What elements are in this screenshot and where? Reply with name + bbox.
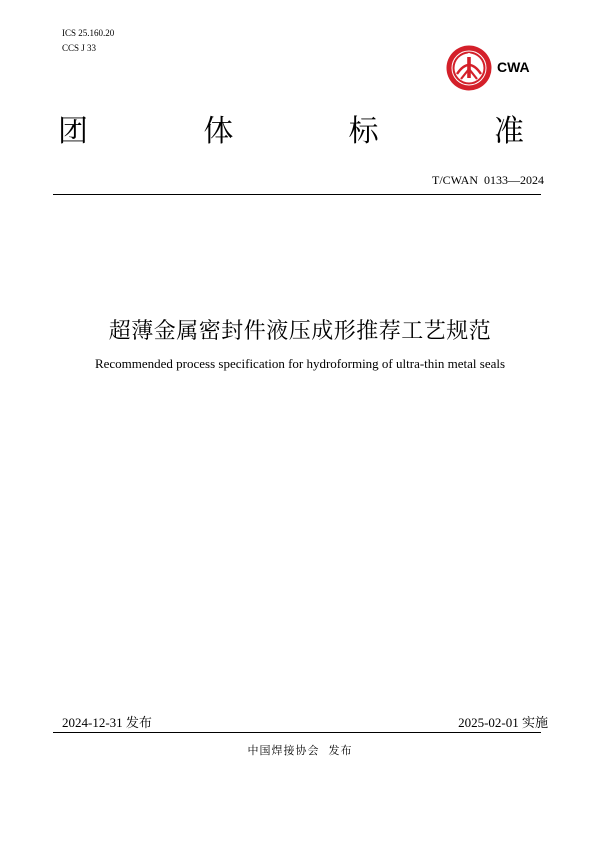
issue-date: 2024-12-31 发布 [62,715,152,730]
logo-text: CWA [497,59,530,75]
standard-type-char: 标 [348,114,379,149]
standard-number: T/CWAN 0133—2024 [432,173,544,187]
bottom-divider [53,732,541,733]
title-english: Recommended process specification for hydroforming of ultra-thin metal seals [94,356,506,371]
standard-type-heading [58,106,524,150]
publisher: 中国焊接协会 发布 [247,744,353,757]
ccs-code: CCS J 33 [62,43,97,53]
standard-type-char: 体 [203,114,234,149]
cwa-logo-icon [445,44,493,92]
title-chinese: 超薄金属密封件液压成形推荐工艺规范 [108,319,492,344]
top-divider [53,194,541,195]
standard-type-char: 准 [493,114,524,149]
implementation-date: 2025-02-01 实施 [458,715,548,730]
classification-codes [62,26,114,56]
ics-code: ICS 25.160.20 [62,28,115,38]
standard-type-char: 团 [58,114,88,149]
